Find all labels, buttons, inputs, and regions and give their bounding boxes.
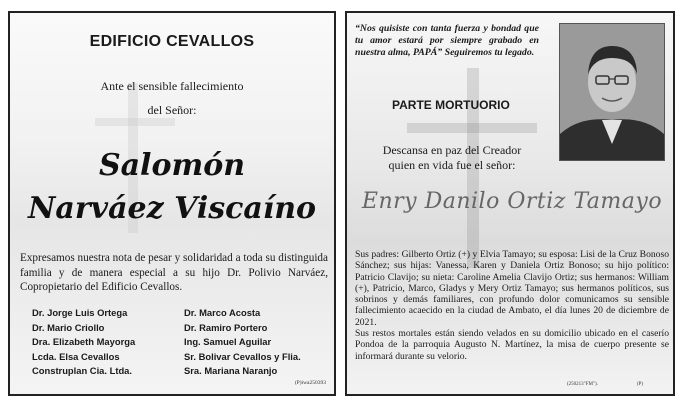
notice-body bbox=[355, 249, 669, 362]
signer: Sr. Bolivar Cevallos y Flia. bbox=[184, 350, 301, 362]
deceased-name: Enry Danilo Ortiz Tamayo bbox=[361, 189, 663, 214]
rest-line-2: quien en vida fue el señor: bbox=[388, 158, 516, 172]
signer: Sra. Mariana Naranjo bbox=[184, 365, 278, 377]
signer: Dr. Ramiro Portero bbox=[184, 321, 268, 333]
signer: Lcda. Elsa Cevallos bbox=[32, 350, 120, 362]
wake-paragraph: Sus restos mortales están siendo velados en su domicilio ubicado en el caserío Pondoa de la parroquia Augusto N. Martínez, la misa de cuerpo presente se informará durante su velorio. bbox=[355, 328, 669, 362]
signers-column-1 bbox=[32, 306, 135, 379]
signer: Dr. Mario Criollo bbox=[32, 321, 105, 333]
signer: Dr. Marco Acosta bbox=[184, 307, 261, 318]
signer: Dr. Jorge Luis Ortega bbox=[32, 307, 128, 318]
deceased-surname: Narváez Viscaíno bbox=[27, 191, 317, 226]
ad-code: (250213"FM"). bbox=[567, 382, 598, 387]
notice-heading: PARTE MORTUORIO bbox=[392, 98, 510, 112]
ad-code: (P)iwa250393 bbox=[294, 380, 326, 386]
cross-decoration-bar bbox=[95, 118, 175, 126]
signer: Ing. Samuel Aguilar bbox=[184, 336, 272, 348]
signer: Construplan Cia. Ltda. bbox=[32, 365, 133, 377]
ad-code-suffix: (P) bbox=[636, 382, 643, 387]
crucifix-decoration-bar bbox=[407, 123, 537, 133]
left-condolence-notice bbox=[8, 11, 336, 396]
condolence-text: Expresamos nuestra nota de pesar y solidaridad a toda su distinguida familia y de manera especial a su hijo Dr. Polivio Narváez, Copropietario del Edificio Cevallos. bbox=[20, 252, 328, 293]
deceased-photo bbox=[559, 23, 665, 161]
intro-line-1: Ante el sensible fallecimiento bbox=[100, 79, 244, 93]
notice-title: EDIFICIO CEVALLOS bbox=[89, 33, 255, 50]
family-paragraph: Sus padres: Gilberto Ortiz (+) y Elvia Tamayo; su esposa: Lisi de la Cruz Bonoso Sánchez; sus hijas: Vanessa, Karen y Daniela Ortiz Bonoso; su hijo político: Patricio Clavijo; su nieta: Caroline Amelia Clavijo Ortiz; sus hermanos: William (+), Patricio, Marco, Gladys y Mery Ortiz Tamayo; sus hermanos políticos, sus sobrinos y demás familiares, con profundo dolor comunicamos su sensible fallecimiento acaecido en la ciudad de Ambato, el día lunes 20 de diciembre de 2021. bbox=[355, 249, 669, 328]
signers-column-2 bbox=[184, 306, 301, 379]
signer: Dra. Elizabeth Mayorga bbox=[32, 336, 136, 348]
portrait-illustration bbox=[560, 24, 664, 160]
intro-line-2: del Señor: bbox=[147, 103, 197, 117]
deceased-first-name: Salomón bbox=[98, 148, 246, 183]
right-death-notice bbox=[345, 11, 675, 396]
rest-line-1: Descansa en paz del Creador bbox=[382, 143, 522, 157]
memorial-quote: “Nos quisiste con tanta fuerza y bondad que tu amor estará por siempre grabado en nuestra alma, PAPÁ” Seguiremos tu legado. bbox=[355, 23, 539, 58]
